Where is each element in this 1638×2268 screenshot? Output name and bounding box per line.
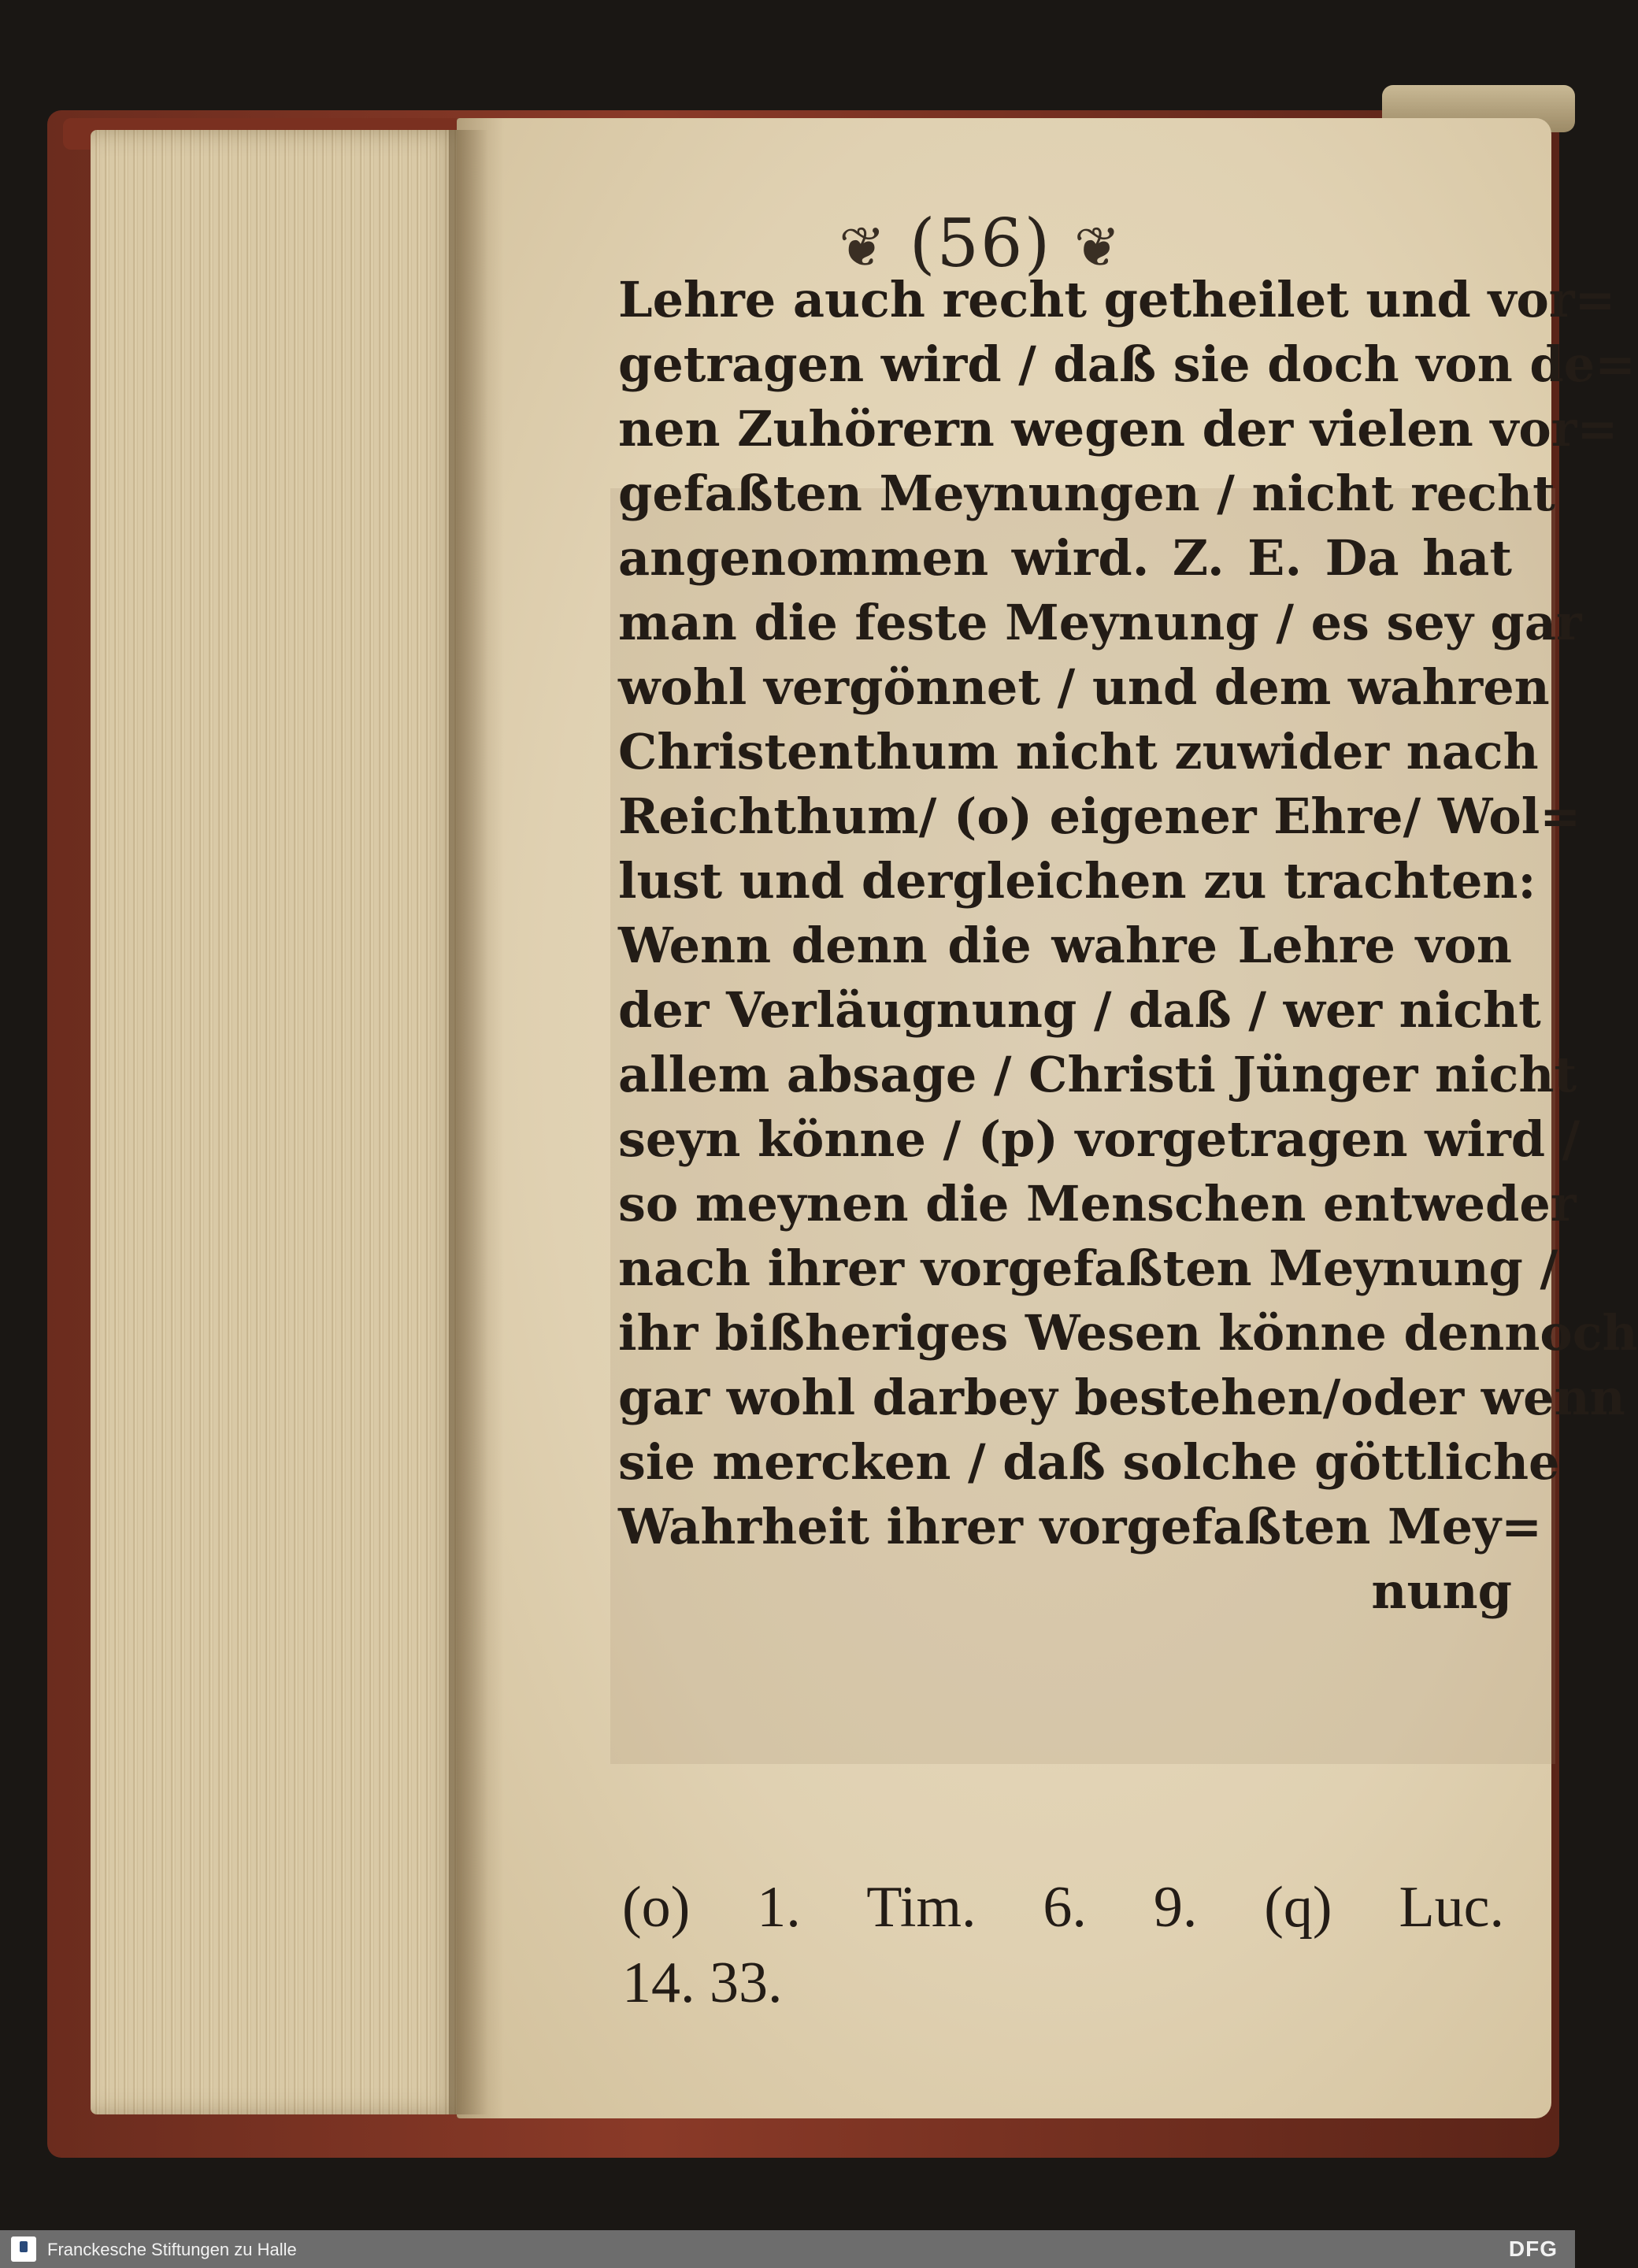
page-edges [91, 130, 465, 2114]
text-line: nen Zuhörern wegen der vielen vor= [618, 400, 1618, 458]
text-line: Wahrheit ihrer vorgefaßten Mey= [618, 1498, 1543, 1555]
footer-bar [0, 2230, 1575, 2268]
text-line: so meynen die Menschen entweder [618, 1175, 1577, 1232]
institution-logo-icon [11, 2236, 36, 2262]
text-line-catchword: nung [1371, 1562, 1512, 1620]
text-line: angenommen wird. Z. E. Da hat [618, 529, 1512, 587]
text-line: wohl vergönnet / und dem wahren [618, 658, 1550, 716]
ornament-right-icon: ❦ [1073, 215, 1122, 280]
text-line: man die feste Meynung / es sey gar [618, 594, 1582, 651]
text-line: getragen wird / daß sie doch von de= [618, 335, 1636, 393]
text-line: ihr bißheriges Wesen könne dennoch [618, 1304, 1638, 1362]
ornament-left-icon: ❦ [839, 215, 888, 280]
text-line: Lehre auch recht getheilet und vor= [618, 271, 1616, 328]
text-line: gefaßten Meynungen / nicht recht [618, 465, 1555, 522]
text-line: Reichthum/ (o) eigener Ehre/ Wol= [618, 788, 1581, 845]
footnote-line: 14. 33. [622, 1951, 783, 2015]
text-line: der Verläugnung / daß / wer nicht [618, 981, 1541, 1039]
dfg-logo: DFG [1508, 2236, 1558, 2261]
institution-label[interactable]: Franckesche Stiftungen zu Halle [47, 2240, 297, 2259]
text-line: gar wohl darbey bestehen/oder wenn [618, 1369, 1625, 1426]
text-line: Wenn denn die wahre Lehre von [618, 917, 1512, 974]
text-line: allem absage / Christi Jünger nicht [618, 1046, 1577, 1103]
page-body-text [618, 268, 1638, 1624]
binding-gutter [449, 130, 488, 2114]
text-line: nach ihrer vorgefaßten Meynung / [618, 1240, 1558, 1297]
footnotes [622, 1874, 1504, 2017]
book-page [457, 118, 1638, 2118]
text-line: Christenthum nicht zuwider nach [618, 723, 1539, 780]
footnote-line: (o) 1. Tim. 6. 9. (q) Luc. [622, 1875, 1504, 1940]
text-line: sie mercken / daß solche göttliche [618, 1433, 1560, 1491]
page-number: (56) [909, 205, 1052, 282]
text-line: seyn könne / (p) vorgetragen wird / [618, 1110, 1581, 1168]
text-line: lust und dergleichen zu trachten: [618, 852, 1536, 910]
